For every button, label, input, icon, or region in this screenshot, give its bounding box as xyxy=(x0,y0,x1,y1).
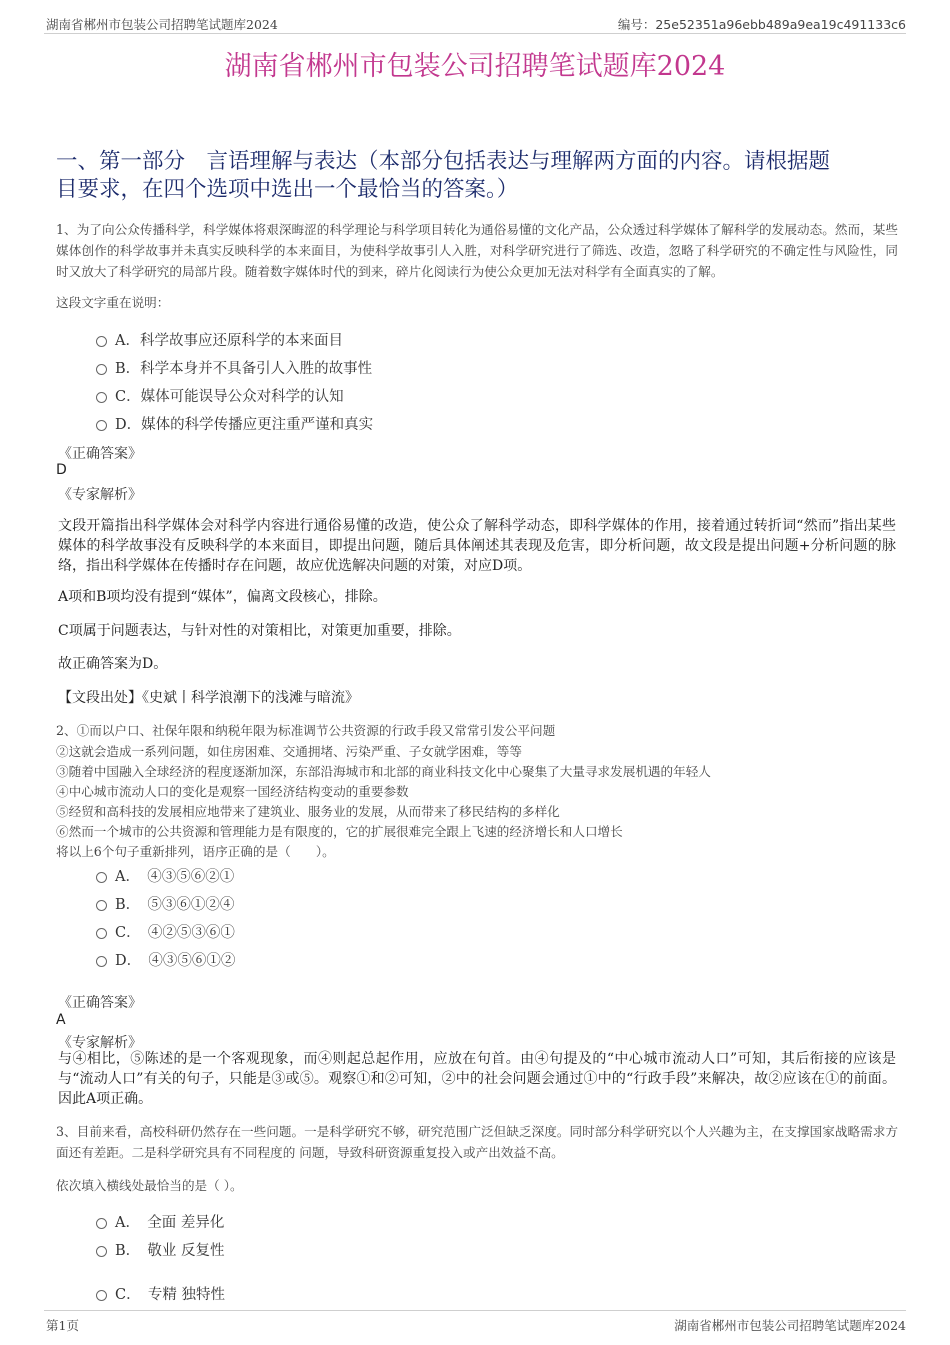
footer-divider xyxy=(44,1310,906,1311)
code-value: 25e52351a96ebb489a9ea19c491133c6 xyxy=(655,17,906,32)
q3-option-c[interactable] xyxy=(96,1283,225,1304)
radio-icon[interactable] xyxy=(96,1218,107,1229)
q3-text: 3、目前来看，高校科研仍然存在一些问题。一是科学研究不够，研究范围广泛但缺乏深度。同时部分科学研究以个人兴趣为主，在支撑国家战略需求方面还有差距。二是科学研究具有不同程度的 问题，导致科研资源重复投入或产出效益不高。 xyxy=(56,1124,898,1160)
q3-option-b[interactable] xyxy=(96,1239,225,1260)
q2-prompt: 将以上6个句子重新排列，语序正确的是（ ）。 xyxy=(56,844,335,859)
radio-icon[interactable] xyxy=(96,420,107,431)
q1-analysis-label: 《专家解析》 xyxy=(58,487,142,503)
header-doc-title: 湖南省郴州市包装公司招聘笔试题库2024 xyxy=(46,17,278,32)
radio-icon[interactable] xyxy=(96,928,107,939)
header-divider xyxy=(44,33,906,34)
q1-prompt: 这段文字重在说明： xyxy=(56,295,170,310)
section-heading-line2: 目要求，在四个选项中选出一个最恰当的答案。） xyxy=(56,177,519,202)
option-label: D． ④③⑤⑥①② xyxy=(115,953,236,969)
option-label: D．媒体的科学传播应更注重严谨和真实 xyxy=(115,417,374,433)
radio-icon[interactable] xyxy=(96,872,107,883)
q1-option-c[interactable] xyxy=(96,385,344,406)
q1-analysis-p1: 文段开篇指出科学媒体会对科学内容进行通俗易懂的改造，使公众了解科学动态，即科学媒体的作用，接着通过转折词“然而”指出某些媒体的科学故事没有反映科学的本来面目，即提出问题，随后具体阐述其表现及危害，即分析问题，故文段是提出问题+分析问题的脉络，指出科学媒体在传播时存在问题，故应优选解决问题的对策，对应D项。 xyxy=(58,518,896,574)
radio-icon[interactable] xyxy=(96,1246,107,1257)
option-label: B．科学本身并不具备引人入胜的故事性 xyxy=(115,361,373,377)
q1-option-a[interactable] xyxy=(96,329,343,350)
q1-option-d[interactable] xyxy=(96,413,373,434)
option-label: A．科学故事应还原科学的本来面目 xyxy=(115,333,343,349)
q2-option-c[interactable] xyxy=(96,921,235,942)
q1-text: 1、为了向公众传播科学，科学媒体将艰深晦涩的科学理论与科学项目转化为通俗易懂的文化产品，公众透过科学媒体了解科学的发展动态。然而，某些媒体创作的科学故事并未真实反映科学的本来面目，为使科学故事引人入胜，对科学研究进行了筛选、改造，忽略了科学研究的不确定性与风险性，同时又放大了科学研究的局部片段。随着数字媒体时代的到来，碎片化阅读行为使公众更加无法对科学有全面真实的了解。 xyxy=(56,222,898,279)
q2-line-6: ⑥然而一个城市的公共资源和管理能力是有限度的，它的扩展很难完全跟上飞速的经济增长和人口增长 xyxy=(56,824,623,839)
q2-analysis: 与④相比，⑤陈述的是一个客观现象，而④则起总起作用，应放在句首。由④句提及的“中心城市流动人口”可知，其后衔接的应该是与“流动人口”有关的句子，只能是③或⑤。观察①和②可知，②中的社会问题会通过①中的“行政手段”来解决，故②应该在①的前面。因此A项正确。 xyxy=(58,1051,896,1107)
q2-line-2: ②这就会造成一系列问题，如住房困难、交通拥堵、污染严重、子女就学困难，等等 xyxy=(56,744,522,759)
footer-doc-title: 湖南省郴州市包装公司招聘笔试题库2024 xyxy=(674,1318,906,1333)
q2-option-a[interactable] xyxy=(96,865,234,886)
option-label: C．媒体可能误导公众对科学的认知 xyxy=(115,389,344,405)
q2-line-4: ④中心城市流动人口的变化是观察一国经济结构变动的重要参数 xyxy=(56,784,409,799)
radio-icon[interactable] xyxy=(96,336,107,347)
radio-icon[interactable] xyxy=(96,392,107,403)
q2-option-d[interactable] xyxy=(96,949,235,970)
q2-line-5: ⑤经贸和高科技的发展相应地带来了建筑业、服务业的发展，从而带来了移民结构的多样化 xyxy=(56,804,560,819)
page-title: 湖南省郴州市包装公司招聘笔试题库2024 xyxy=(224,51,726,82)
footer-page-number: 第1页 xyxy=(46,1318,79,1333)
option-label: B． ⑤③⑥①②④ xyxy=(115,897,235,913)
q2-answer: A xyxy=(56,1012,66,1028)
q1-analysis-p4: 故正确答案为D。 xyxy=(58,656,168,672)
q2-correct-label: 《正确答案》 xyxy=(58,995,142,1011)
q1-analysis-p3: C项属于问题表达，与针对性的对策相比，对策更加重要，排除。 xyxy=(58,623,461,639)
header-doc-code xyxy=(618,15,906,33)
q3-prompt: 依次填入横线处最恰当的是（ ）。 xyxy=(56,1178,243,1193)
option-label: C． ④②⑤③⑥① xyxy=(115,925,235,941)
option-label: B． 敬业 反复性 xyxy=(115,1243,225,1259)
q2-analysis-label: 《专家解析》 xyxy=(58,1035,142,1051)
option-label: A． ④③⑤⑥②① xyxy=(115,869,235,885)
q1-analysis-p2: A项和B项均没有提到“媒体”，偏离文段核心，排除。 xyxy=(58,589,387,605)
section-heading-line1: 一、第一部分 言语理解与表达（本部分包括表达与理解两方面的内容。请根据题 xyxy=(56,149,831,174)
q1-correct-label: 《正确答案》 xyxy=(58,446,142,462)
radio-icon[interactable] xyxy=(96,956,107,967)
option-label: A． 全面 差异化 xyxy=(115,1215,225,1231)
q1-source: 【文段出处】《史斌丨科学浪潮下的浅滩与暗流》 xyxy=(58,690,359,706)
radio-icon[interactable] xyxy=(96,1290,107,1301)
radio-icon[interactable] xyxy=(96,364,107,375)
q1-option-b[interactable] xyxy=(96,357,372,378)
q1-answer: D xyxy=(56,462,67,478)
code-label: 编号： xyxy=(617,17,656,32)
section-heading xyxy=(56,148,896,204)
q2-line-3: ③随着中国融入全球经济的程度逐渐加深，东部沿海城市和北部的商业科技文化中心聚集了大量寻求发展机遇的年轻人 xyxy=(56,764,711,779)
q2-option-b[interactable] xyxy=(96,893,234,914)
radio-icon[interactable] xyxy=(96,900,107,911)
q3-option-a[interactable] xyxy=(96,1211,224,1232)
option-label: C． 专精 独特性 xyxy=(115,1287,225,1303)
q2-line-1: 2、①而以户口、社保年限和纳税年限为标准调节公共资源的行政手段又常常引发公平问题 xyxy=(56,723,556,738)
